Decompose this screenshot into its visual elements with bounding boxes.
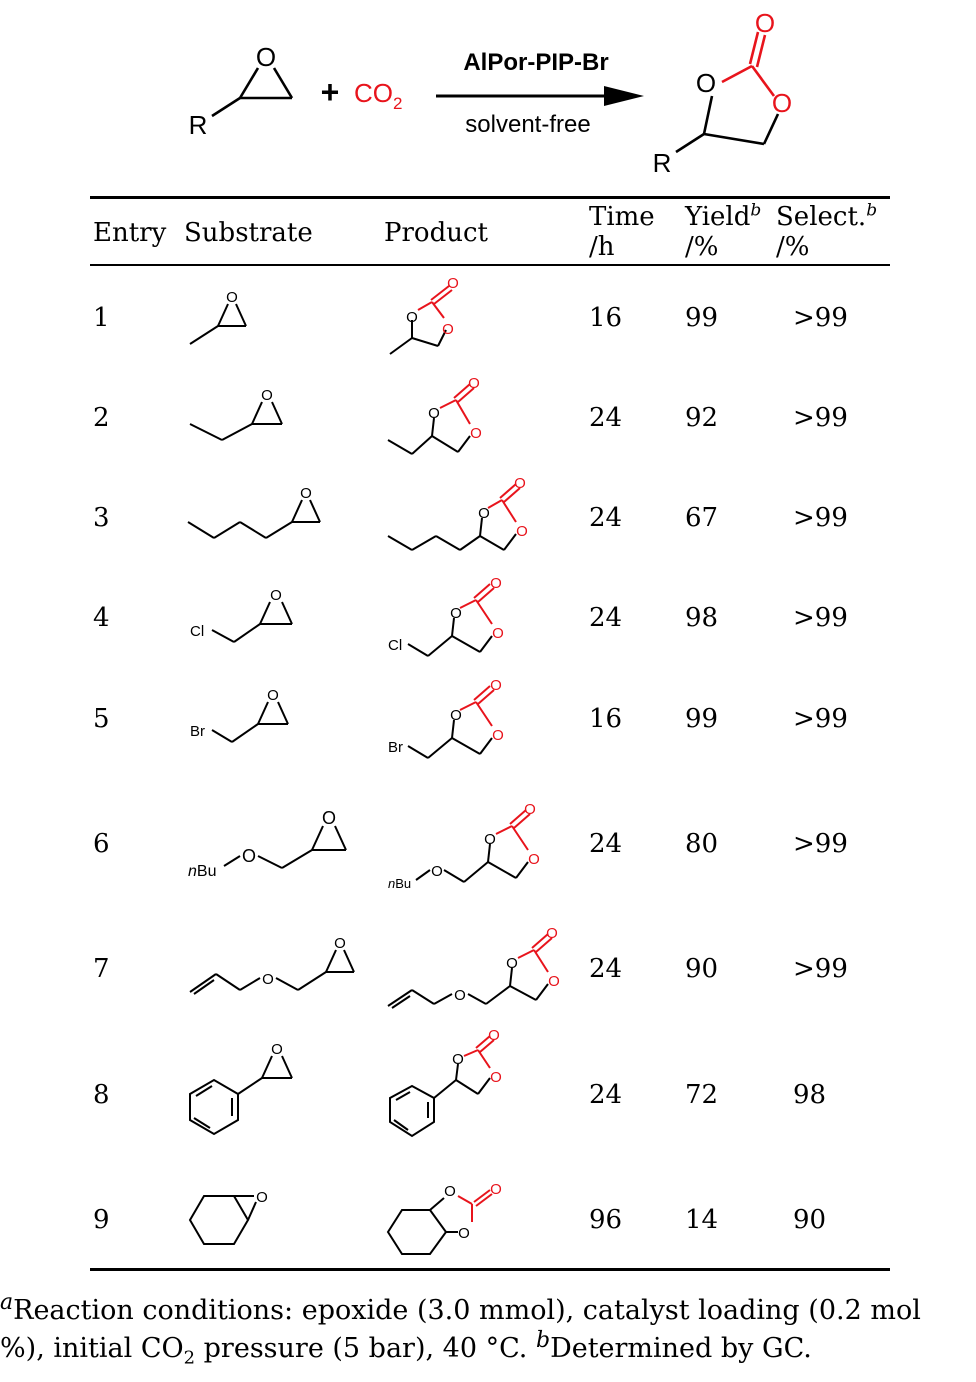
atom-o: O: [490, 1069, 502, 1086]
entry-number: 8: [93, 1080, 110, 1110]
atom-o: O: [262, 971, 274, 988]
selectivity-value: >99: [793, 303, 848, 333]
atom-o: O: [516, 523, 528, 540]
time-value: 24: [589, 1080, 623, 1110]
substrate-5-structure: [212, 702, 288, 742]
yield-value: 99: [685, 704, 719, 734]
co2-reagent: $CO_2$: [354, 78, 403, 113]
atom-o: O: [452, 1051, 464, 1068]
entry-number: 5: [93, 704, 110, 734]
entry-number: 9: [93, 1205, 110, 1235]
product-3-structure: [388, 484, 520, 550]
selectivity-value: >99: [793, 603, 848, 633]
atom-o: O: [447, 275, 459, 292]
atom-o: O: [546, 925, 558, 942]
yield-value: 92: [685, 403, 719, 433]
atom-br: Br: [388, 739, 403, 756]
entry-number: 1: [93, 303, 110, 333]
selectivity-value: >99: [793, 704, 848, 734]
atom-o: O: [528, 851, 540, 868]
product-8-structure: [390, 1036, 494, 1136]
header-yield: Yield$^b$ /%: [685, 200, 762, 262]
atom-o: O: [478, 505, 490, 522]
selectivity-value: >99: [793, 503, 848, 533]
time-value: 16: [589, 704, 623, 734]
header-substrate: Substrate: [184, 218, 313, 248]
entry-number: 6: [93, 829, 110, 859]
atom-o: O: [490, 1181, 502, 1198]
atom-o: O: [450, 707, 462, 724]
atom-o: O: [492, 625, 504, 642]
atom-o: O: [267, 687, 279, 704]
product-9-structure: [388, 1190, 492, 1254]
header-entry: Entry: [93, 218, 167, 248]
entry-number: 4: [93, 603, 110, 633]
selectivity-value: 98: [793, 1080, 827, 1110]
yield-value: 67: [685, 503, 719, 533]
atom-o: O: [444, 1183, 456, 1200]
atom-o: O: [226, 289, 238, 306]
product-ring-oxygen-left: O: [695, 68, 717, 98]
atom-o: O: [484, 831, 496, 848]
substrate-8-structure: [190, 1056, 292, 1134]
entry-number: 3: [93, 503, 110, 533]
nbu-label: nBu: [388, 876, 412, 891]
atom-o: O: [514, 475, 526, 492]
atom-o: O: [492, 727, 504, 744]
header-selectivity: Select.$^b$ /%: [776, 200, 878, 262]
yield-value: 80: [685, 829, 719, 859]
atom-o: O: [271, 1041, 283, 1058]
atom-o: O: [488, 1027, 500, 1044]
table-footnote: [0, 1292, 976, 1368]
substrate-1-structure: [190, 304, 246, 344]
atom-o: O: [431, 863, 443, 880]
time-value: 24: [589, 403, 623, 433]
selectivity-value: >99: [793, 829, 848, 859]
atom-o: O: [442, 321, 454, 338]
atom-o: O: [321, 808, 337, 828]
atom-o: O: [450, 605, 462, 622]
footnote-line-2: %), initial $CO_2$ pressure (5 bar), 40 °C. $^b$Determined by GC.: [0, 1328, 812, 1369]
atom-o: O: [524, 801, 536, 818]
time-value: 24: [589, 829, 623, 859]
epoxide-oxygen-label: O: [255, 42, 277, 72]
header-time: Time /h: [589, 202, 655, 262]
substrate-9-structure: [190, 1196, 256, 1244]
atom-o: O: [548, 973, 560, 990]
plus-sign: +: [320, 74, 340, 110]
selectivity-value: >99: [793, 403, 848, 433]
entry-number: 7: [93, 954, 110, 984]
product-1-structure: [390, 286, 452, 354]
catalyst-label: AlPor-PIP-Br: [463, 49, 609, 76]
product-7-structure: [388, 934, 552, 1008]
substrate-2-structure: [190, 402, 282, 440]
atom-o: O: [458, 1225, 470, 1242]
time-value: 24: [589, 954, 623, 984]
time-value: 24: [589, 503, 623, 533]
selectivity-value: >99: [793, 954, 848, 984]
product-r-label: R: [652, 148, 672, 178]
yield-value: 72: [685, 1080, 719, 1110]
atom-o: O: [256, 1189, 268, 1206]
atom-o: O: [300, 485, 312, 502]
yield-value: 99: [685, 303, 719, 333]
substrate-3-structure: [188, 500, 320, 538]
nbu-label: nBu: [188, 863, 217, 880]
atom-o: O: [468, 375, 480, 392]
reactant-r-label: R: [188, 110, 208, 140]
entry-number: 2: [93, 403, 110, 433]
atom-o: O: [490, 677, 502, 694]
substrate-4-structure: [212, 602, 292, 642]
conditions-label: solvent-free: [465, 111, 591, 138]
atom-o: O: [270, 587, 282, 604]
product-ring-oxygen-right: O: [771, 88, 793, 118]
time-value: 16: [589, 303, 623, 333]
atom-o: O: [241, 846, 257, 866]
selectivity-value: 90: [793, 1205, 827, 1235]
atom-cl: Cl: [388, 637, 403, 654]
atom-o: O: [334, 935, 346, 952]
yield-value: 98: [685, 603, 719, 633]
atom-o: O: [261, 387, 273, 404]
footnote-line-1: $^a$Reaction conditions: epoxide (3.0 mmol), catalyst loading (0.2 mol: [0, 1290, 921, 1326]
yield-value: 14: [685, 1205, 719, 1235]
yield-value: 90: [685, 954, 719, 984]
atom-o: O: [490, 575, 502, 592]
atom-o: O: [428, 405, 440, 422]
time-value: 24: [589, 603, 623, 633]
product-carbonyl-oxygen: O: [754, 8, 776, 38]
atom-o: O: [470, 425, 482, 442]
atom-o: O: [454, 987, 466, 1004]
header-product: Product: [384, 218, 488, 248]
atom-o: O: [506, 955, 518, 972]
time-value: 96: [589, 1205, 623, 1235]
atom-br: Br: [190, 723, 205, 740]
atom-o: O: [406, 309, 418, 326]
atom-cl: Cl: [190, 623, 205, 640]
